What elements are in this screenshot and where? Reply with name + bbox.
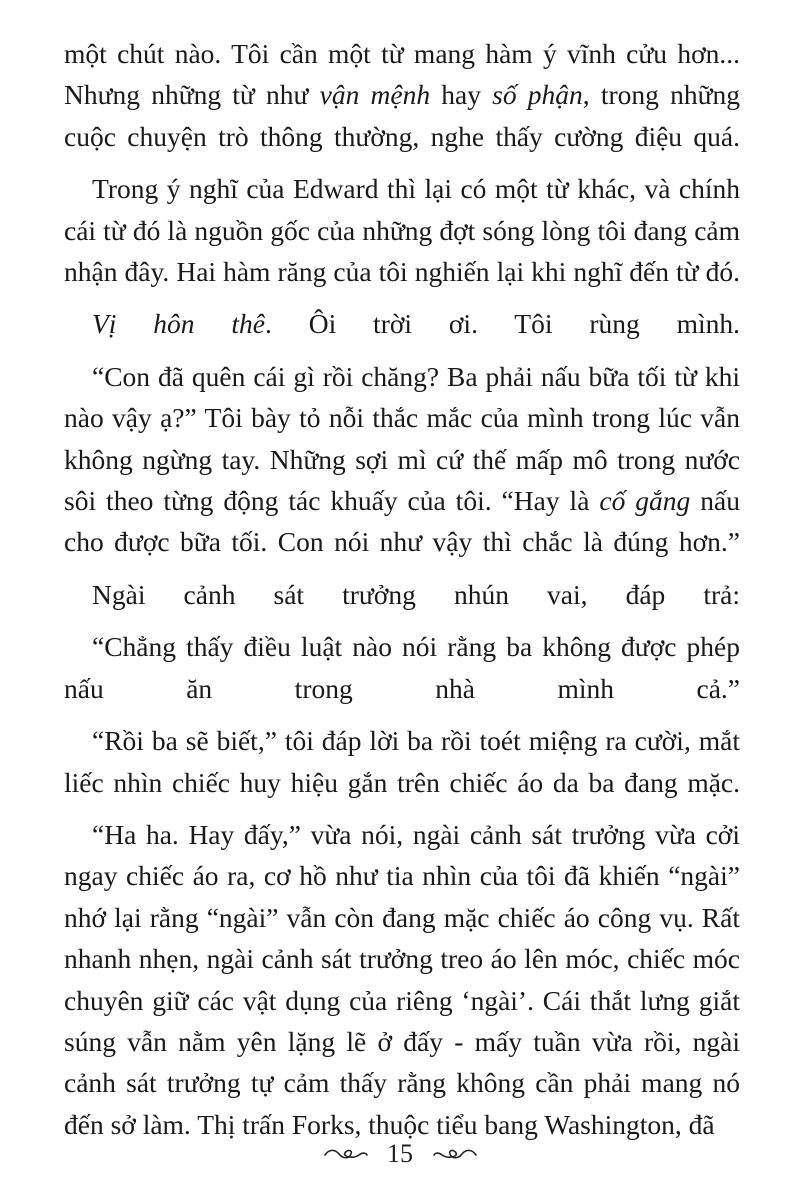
swirl-ornament-icon	[432, 1147, 478, 1161]
paragraph	[64, 303, 740, 344]
paragraph	[64, 356, 740, 563]
swirl-ornament-icon	[323, 1147, 369, 1161]
paragraph	[64, 720, 740, 803]
text-run: Trong ý nghĩ của Edward thì lại có một từ khác, và chính cái từ đó là nguồn gốc của những đợt sóng lòng tôi đang cảm nhận đây. Hai hàm răng của tôi nghiến lại khi nghĩ đến từ đó.	[64, 173, 740, 288]
italic-text-run: vận mệnh	[319, 79, 431, 111]
page-number: 15	[387, 1139, 413, 1169]
text-run: . Ôi trời ơi. Tôi rùng mình.	[264, 308, 740, 340]
text-run: nấu cho được bữa tối. Con nói như vậy thì chắc là đúng hơn.”	[64, 485, 740, 558]
text-run: Ngài cảnh sát trưởng nhún vai, đáp trả:	[92, 578, 740, 610]
paragraph	[64, 814, 740, 1145]
text-run: “Con đã quên cái gì rồi chăng? Ba phải nấu bữa tối từ khi nào vậy ạ?” Tôi bày tỏ nỗi thắc mắc của mình trong lúc vẫn không ngừng tay. Những sợi mì cứ thế mấp mô trong nước sôi theo từng động tác khuấy của tôi. “Hay là	[64, 360, 740, 517]
text-run: “Rồi ba sẽ biết,” tôi đáp lời ba rồi toét miệng ra cười, mắt liếc nhìn chiếc huy hiệu gắn trên chiếc áo da ba đang mặc.	[64, 725, 740, 798]
text-run: một chút nào. Tôi cần một từ mang hàm ý vĩnh cửu hơn... Nhưng những từ như	[64, 38, 740, 111]
text-run: “Ha ha. Hay đấy,” vừa nói, ngài cảnh sát trưởng vừa cởi ngay chiếc áo ra, cơ hồ như tia nhìn của tôi đã khiến “ngài” nhớ lại rằng “ngài” vẫn còn đang mặc chiếc áo công vụ. Rất nhanh nhẹn, ngài cảnh sát trưởng treo áo lên móc, chiếc móc chuyên giữ các vật dụng của riêng ‘ngài’. Cái thắt lưng giắt súng vẫn nằm yên lặng lẽ ở đấy - mấy tuần vừa rồi, ngài cảnh sát trưởng tự cảm thấy rằng không cần phải mang nó đến sở làm. Thị trấn Forks, thuộc tiểu bang Washington, đã	[64, 818, 740, 1140]
text-run: hay	[430, 79, 493, 111]
paragraph	[64, 626, 740, 709]
text-run: “Chẳng thấy điều luật nào nói rằng ba không được phép nấu ăn trong nhà mình cả.”	[64, 631, 740, 704]
body-text	[64, 33, 740, 1156]
paragraph	[64, 574, 740, 615]
italic-text-run: số phận	[492, 79, 583, 111]
italic-text-run: Vị hôn thê	[92, 308, 265, 340]
paragraph	[64, 33, 740, 157]
text-run: , trong những cuộc chuyện trò thông thường, nghe thấy cường điệu quá.	[64, 79, 740, 152]
paragraph	[64, 168, 740, 292]
italic-text-run: cố gắng	[599, 485, 691, 517]
page-footer	[0, 1132, 800, 1174]
